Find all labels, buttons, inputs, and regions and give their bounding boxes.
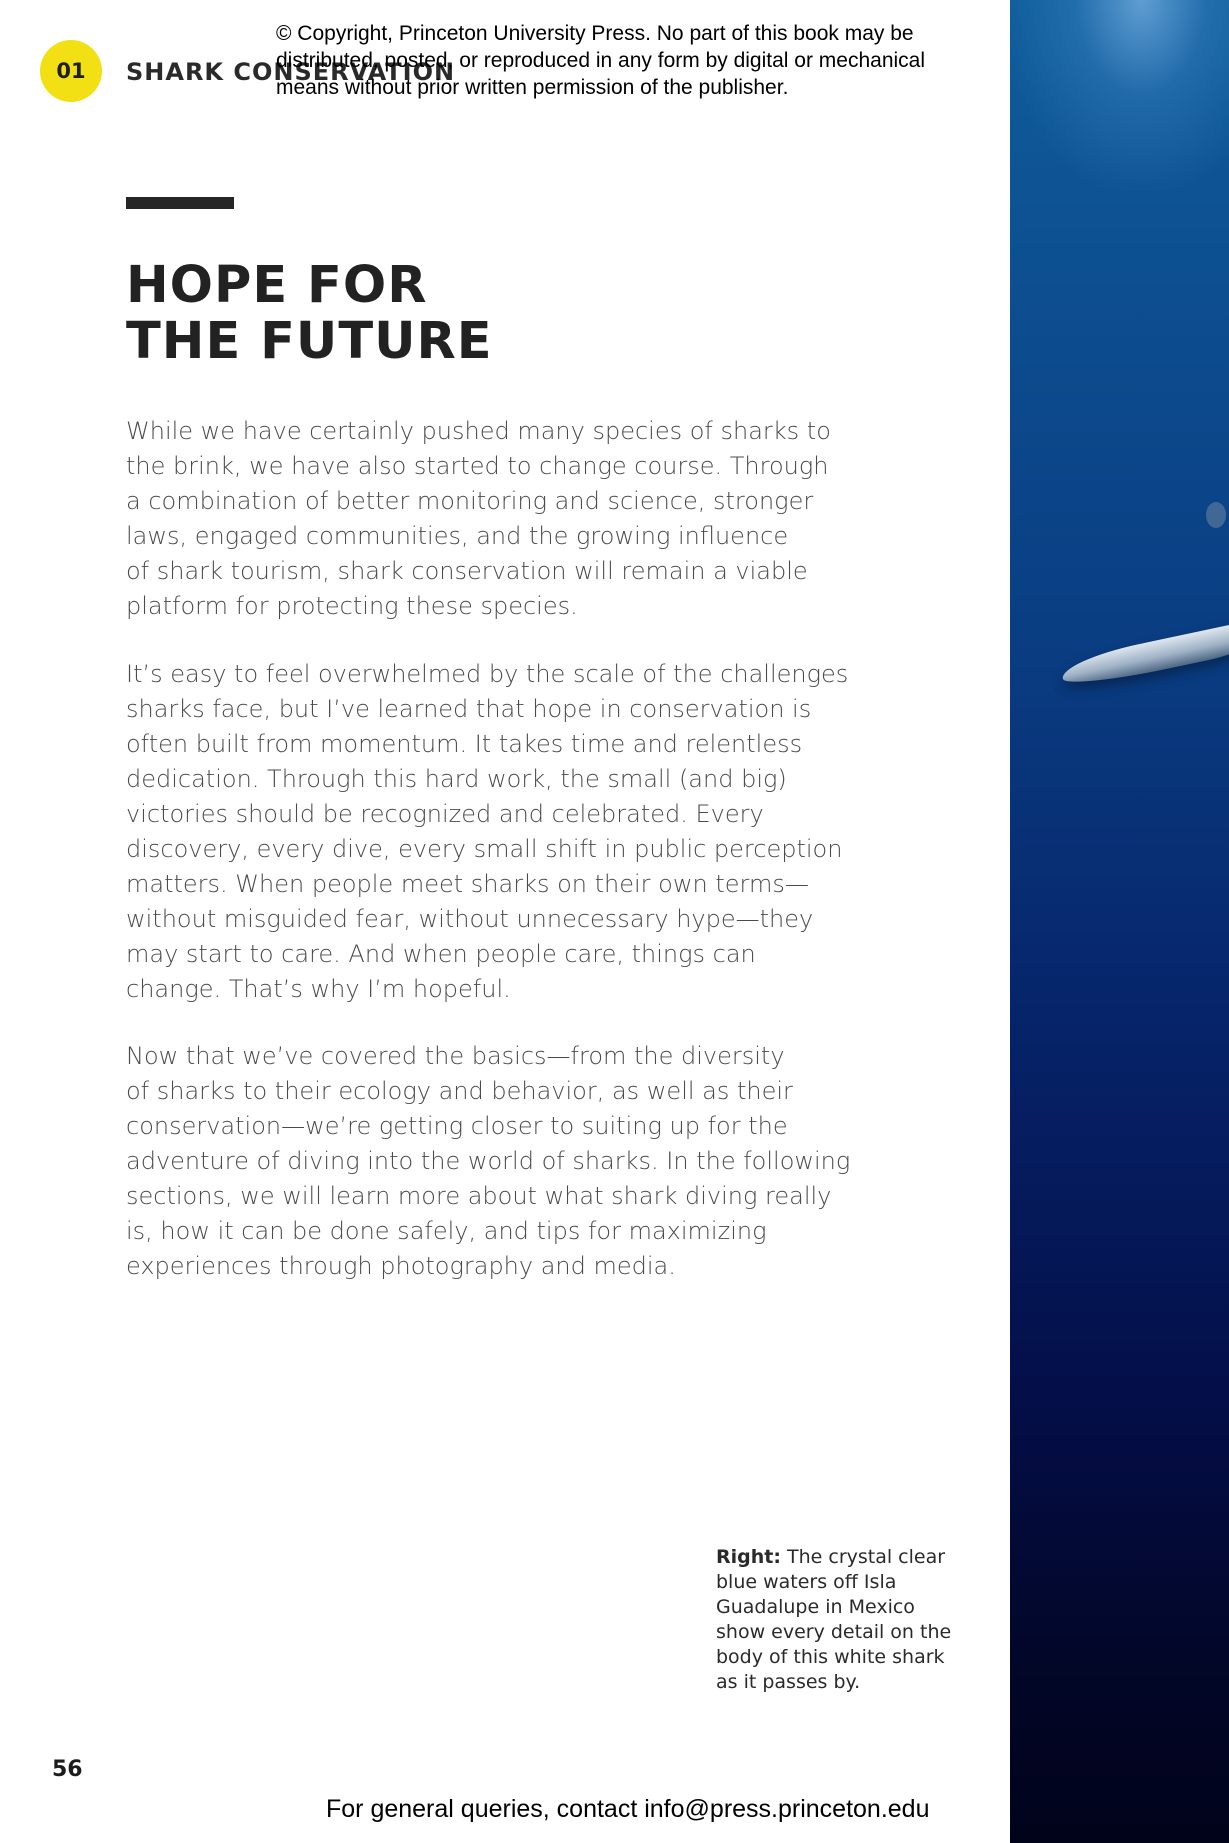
paragraph-line: It’s easy to feel overwhelmed by the scale of the challenges [126, 660, 849, 688]
caption-text: The crystal clear [780, 1546, 946, 1568]
caption-line: body of this white shark [716, 1646, 945, 1668]
paragraph-line: platform for protecting these species. [126, 592, 578, 620]
paragraph-line: is, how it can be done safely, and tips for maximizing [126, 1217, 767, 1245]
paragraph-line: experiences through photography and media. [126, 1252, 676, 1280]
caption-line: as it passes by. [716, 1671, 861, 1693]
paragraph-line: the brink, we have also started to change course. Through [126, 452, 829, 480]
paragraph-line: a combination of better monitoring and science, stronger [126, 487, 814, 515]
small-fish-shape [1206, 502, 1226, 528]
paragraph-line: discovery, every dive, every small shift in public perception [126, 835, 843, 863]
paragraph-line: of shark tourism, shark conservation will remain a viable [126, 557, 808, 585]
paragraph-line: laws, engaged communities, and the growing influence [126, 522, 789, 550]
caption-line: blue waters off Isla [716, 1571, 897, 1593]
paragraph-line: Now that we’ve covered the basics—from the diversity [126, 1042, 785, 1070]
paragraph-line: may start to care. And when people care, things can [126, 940, 756, 968]
paragraph-line: matters. When people meet sharks on their own terms— [126, 870, 809, 898]
paragraph-line: sharks face, but I’ve learned that hope in conservation is [126, 695, 812, 723]
paragraph-line: often built from momentum. It takes time and relentless [126, 730, 803, 758]
caption-line: Guadalupe in Mexico [716, 1596, 915, 1618]
paragraph-line: conservation—we’re getting closer to suiting up for the [126, 1112, 788, 1140]
copyright-line: distributed, posted, or reproduced in any form by digital or mechanical [276, 49, 926, 72]
paragraph-line: victories should be recognized and celebrated. Every [126, 800, 764, 828]
heading-line: HOPE FOR [126, 256, 428, 315]
photo-caption [716, 1545, 966, 1695]
body-paragraph-1 [126, 414, 846, 624]
paragraph-line: sections, we will learn more about what shark diving really [126, 1182, 832, 1210]
underwater-shark-photo [1010, 0, 1229, 1843]
section-heading [126, 258, 493, 370]
paragraph-line: While we have certainly pushed many species of sharks to [126, 417, 831, 445]
body-paragraph-3 [126, 1039, 851, 1284]
body-paragraph-2 [126, 657, 849, 1007]
chapter-title: SHARK CONSERVATION [126, 58, 456, 86]
caption-line: show every detail on the [716, 1621, 952, 1643]
paragraph-line: of sharks to their ecology and behavior, as well as their [126, 1077, 793, 1105]
footer-contact-line: For general queries, contact info@press.princeton.edu [326, 1795, 930, 1823]
page-number: 56 [52, 1757, 83, 1782]
copyright-line: © Copyright, Princeton University Press. No part of this book may be [276, 22, 914, 45]
paragraph-line: adventure of diving into the world of sharks. In the following [126, 1147, 851, 1175]
caption-line [716, 1545, 966, 1570]
chapter-number-badge: 01 [40, 40, 102, 102]
heading-accent-bar [126, 197, 234, 209]
surface-light [1010, 0, 1229, 190]
paragraph-line: change. That’s why I’m hopeful. [126, 975, 511, 1003]
copyright-notice [276, 20, 976, 101]
copyright-line: means without prior written permission of the publisher. [276, 76, 789, 99]
paragraph-line: dedication. Through this hard work, the small (and big) [126, 765, 787, 793]
heading-line: THE FUTURE [126, 312, 493, 371]
white-shark-shape [1059, 620, 1229, 691]
caption-label: Right: [716, 1546, 781, 1568]
paragraph-line: without misguided fear, without unnecessary hype—they [126, 905, 814, 933]
